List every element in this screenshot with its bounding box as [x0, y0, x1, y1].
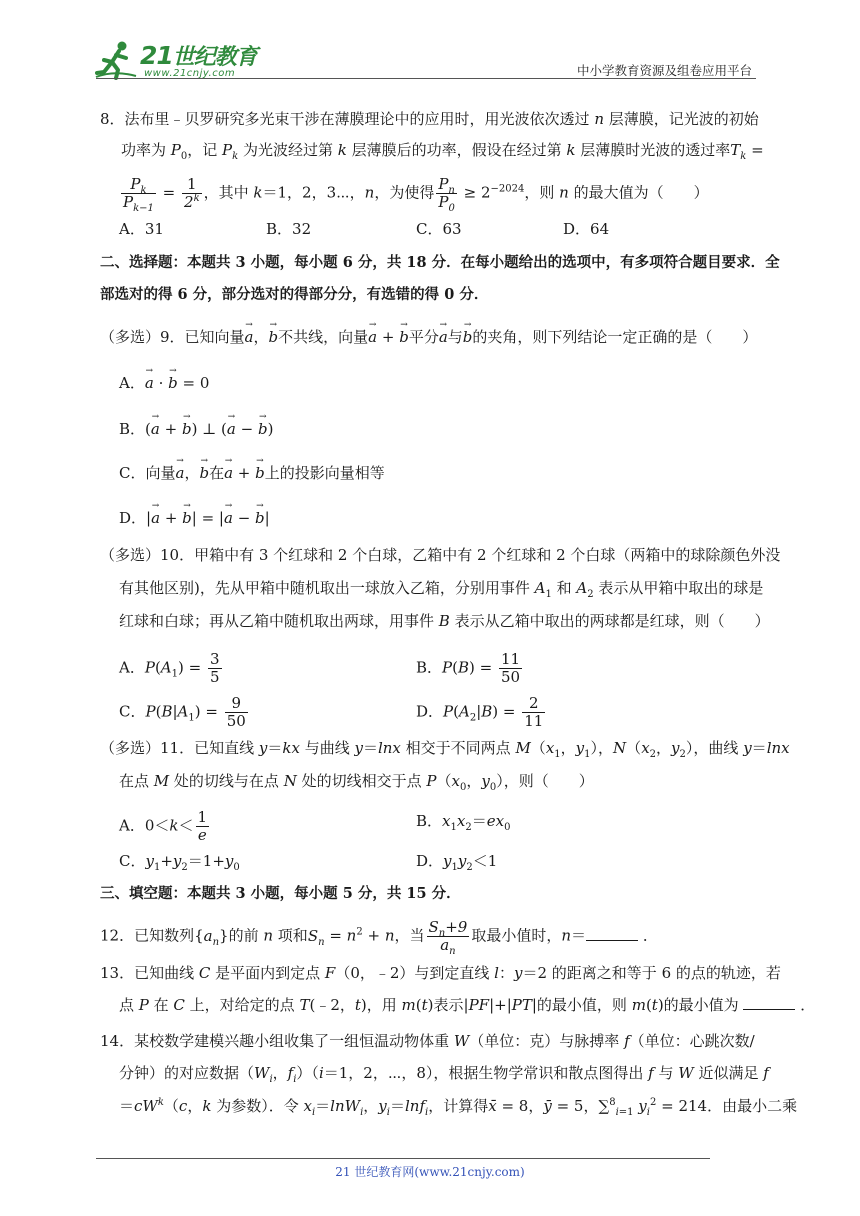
q10-option-a[interactable]: A．$P(A_1)$ = $\frac{3}{5}$	[119, 650, 220, 686]
q11-line1: （多选）11．已知直线 y＝kx 与曲线 y＝lnx 相交于不同两点 $M(x_1$，$y_1$），$N(x_2$，$y_2$），曲线 y＝lnx	[100, 739, 790, 760]
q13-answer-blank[interactable]	[743, 995, 795, 1010]
q9-option-d[interactable]: D．|→ a + → b| = |→ a − → b|	[119, 508, 270, 528]
header-divider	[96, 78, 756, 79]
q8-option-b[interactable]: B．32	[266, 220, 312, 238]
q8-option-c[interactable]: C．63	[416, 220, 462, 238]
q10-option-d[interactable]: D．$P(A_2|B)$ = $\frac{2}{11}$	[416, 694, 544, 730]
q13-line1: 13．已知曲线 C 是平面内到定点 F（0，﹣2）与到定直线 l：y＝2 的距离之和等于 6 的点的轨迹，若	[100, 964, 781, 982]
q9-option-c[interactable]: C．向量→ a，→ b在→ a + → b上的投影向量相等	[119, 463, 385, 483]
q10-option-c[interactable]: C．$P(B|A_1)$ = $\frac{9}{50}$	[119, 694, 246, 730]
question-12: 12．已知数列$\{a_n\}$的前 n 项和$S_n = n^2 + n$，当 $\frac{S_n+9}{a_n}$ 取最小值时，n＝ ．	[100, 918, 658, 957]
q10-line3: 红球和白球；再从乙箱中随机取出两球，用事件 B 表示从乙箱中取出的两球都是红球，则（ ）	[119, 612, 770, 630]
section-2-title-line1: 二、选择题：本题共 3 小题，每小题 6 分，共 18 分．在每小题给出的选项中，有多项符合题目要求．全	[100, 254, 780, 271]
q11-line2: 在点 M 处的切线与在点 N 处的切线相交于点 $P(x_0$，$y_0$），则（ ）	[119, 772, 594, 793]
q8-frac-pk: $\frac{P_k}{P_{k-1}}$	[123, 175, 154, 214]
q11-option-d[interactable]: D．$y_1y_2<1$	[416, 852, 498, 873]
q8-line3: $\frac{P_k}{P_{k-1}}$ = $\frac{1}{2^k}$ ，其中 k＝1，2，3⋯，n，为使得 $\frac{P_n}{P_0}$ ≥ $2^{-2024}$，则 n 的最大值为（ ）	[123, 175, 709, 214]
q12-answer-blank[interactable]	[586, 926, 638, 941]
runner-logo-icon	[94, 40, 138, 80]
q8-frac-pn: $\frac{P_n}{P_0}$	[438, 175, 455, 214]
q9-stem: （多选）9．已知向量→ a，→ b不共线，向量→ a + → b平分→ a与→ b的夹角，则下列结论一定正确的是（ ）	[100, 327, 757, 347]
q10-line1: （多选）10．甲箱中有 3 个红球和 2 个白球，乙箱中有 2 个红球和 2 个白球（两箱中的球除颜色外没	[100, 546, 781, 564]
section-3-title: 三、填空题：本题共 3 小题，每小题 5 分，共 15 分．	[100, 885, 461, 902]
q8-line1: 8．法布里﹣贝罗研究多光束干涉在薄膜理论中的应用时，用光波依次透过 n 层薄膜，记光波的初始	[100, 110, 759, 128]
q13-line2: 点 P 在 C 上，对给定的点 T(﹣2，t)，用 m(t)表示|PF|+|PT|的最小值，则 m(t)的最小值为 ．	[119, 996, 816, 1014]
q8-frac-half: $\frac{1}{2^k}$	[184, 175, 200, 211]
q10-option-b[interactable]: B．P(B) = $\frac{11}{50}$	[416, 650, 521, 686]
platform-name: 中小学教育资源及组卷应用平台	[576, 63, 752, 78]
q8-line2: 功率为 $P_0$，记 $P_k$ 为光波经过第 k 层薄膜后的功率，假设在经过第 k 层薄膜时光波的透过率$T_k$ =	[121, 141, 764, 162]
site-logo[interactable]	[94, 38, 264, 82]
q8-option-d[interactable]: D．64	[563, 220, 610, 238]
q14-line1: 14．某校数学建模兴趣小组收集了一组恒温动物体重 W（单位：克）与脉搏率 f（单位：心跳次数/	[100, 1032, 755, 1050]
q9-option-b[interactable]: B．(→ a + → b) ⊥ (→ a − → b)	[119, 419, 273, 439]
q14-line3: $=cW^k(c$，k 为参数）．令 $x_i=\ln W_i$，$y_i=\ln f_i$，计算得x̄ = 8，ȳ = 5，∑$^8_{i=1}$ $y_i^2 = 214$．由最小二乘	[119, 1097, 798, 1118]
q11-option-a[interactable]: A．0＜k＜ $\frac{1}{e}$	[119, 808, 208, 844]
footer-divider	[96, 1158, 710, 1159]
logo-text: 21世纪教育	[140, 41, 257, 70]
q9-option-a[interactable]: A．→ a · → b = 0	[119, 373, 209, 393]
q8-option-a[interactable]: A．31	[119, 220, 164, 238]
section-2-title-line2: 部选对的得 6 分，部分选对的得部分分，有选错的得 0 分．	[100, 286, 489, 303]
q14-line2: 分钟）的对应数据（$W_i$，$f_i)(i=1$，2，⋯，8），根据生物学常识和散点图得出 f 与 W 近似满足 f	[119, 1064, 769, 1085]
q11-option-b[interactable]: B．$x_1x_2=ex_0$	[416, 812, 511, 833]
q11-option-c[interactable]: C．$y_1+y_2=1+y_0$	[119, 852, 240, 873]
logo-url: www.21cnjy.com	[144, 68, 236, 79]
q10-line2: 有其他区别)，先从甲箱中随机取出一球放入乙箱，分别用事件 $A_1$ 和 $A_2$ 表示从甲箱中取出的球是	[119, 579, 764, 600]
footer-link[interactable]: 21 世纪教育网(www.21cnjy.com)	[335, 1165, 525, 1179]
